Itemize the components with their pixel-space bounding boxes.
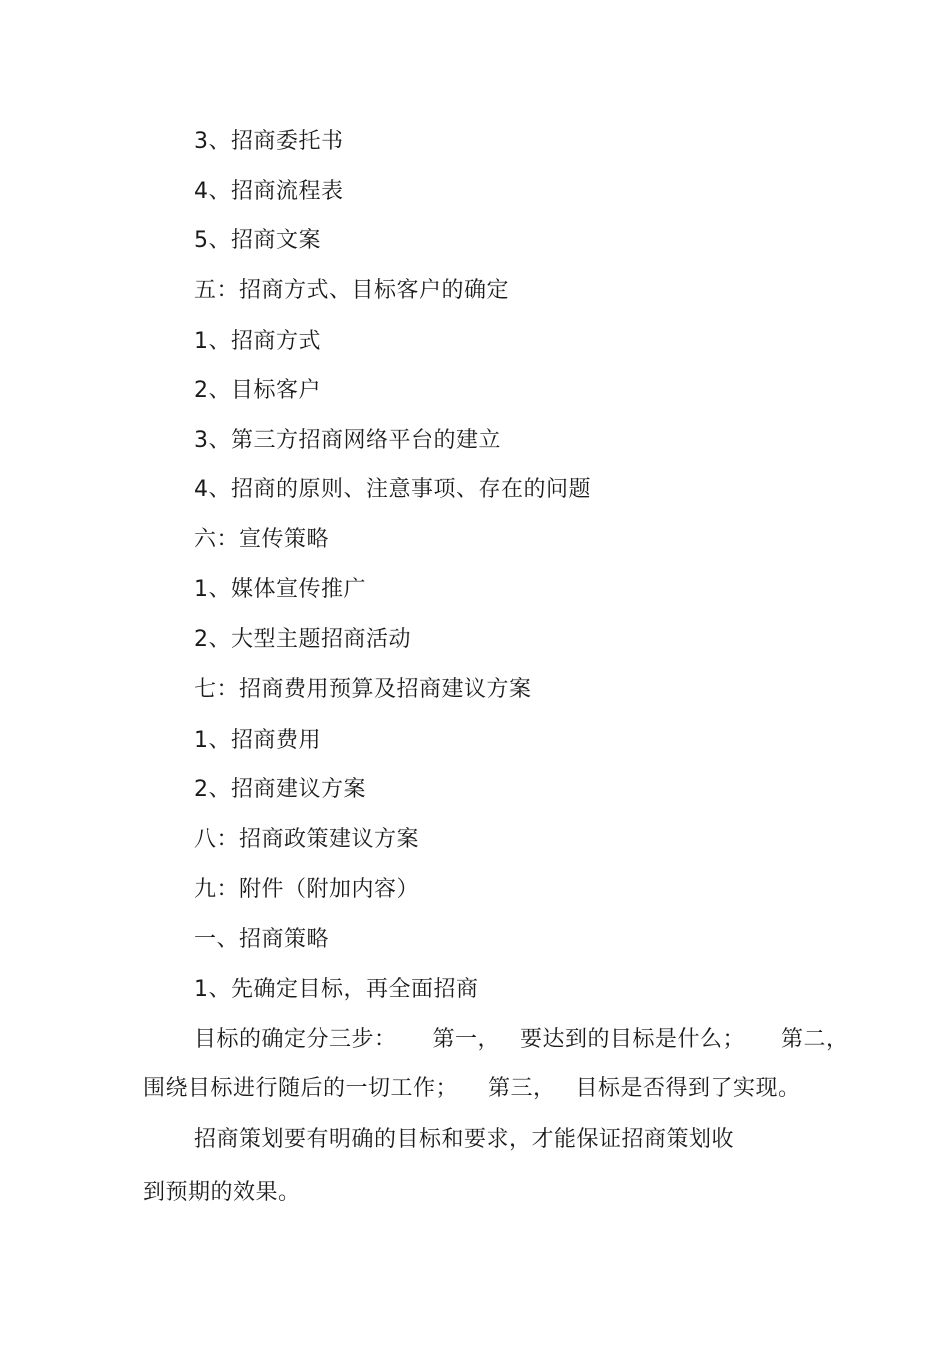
paragraph-2-line-2: 到预期的效果。 <box>143 1180 301 1205</box>
list-item-cost: 1、招商费用 <box>194 728 321 753</box>
list-item-third-party-platform: 3、第三方招商网络平台的建立 <box>194 428 501 453</box>
section-heading-strategy: 一、招商策略 <box>194 927 330 952</box>
list-item-theme-event: 2、大型主题招商活动 <box>194 627 411 652</box>
list-item-copywriting: 5、招商文案 <box>194 228 321 253</box>
list-item-entrustment-letter: 3、招商委托书 <box>194 129 344 154</box>
list-item-set-goal: 1、先确定目标，再全面招商 <box>194 977 479 1002</box>
paragraph-text: 围绕目标进行随后的一切工作； <box>143 1076 459 1101</box>
list-item-process-table: 4、招商流程表 <box>194 179 344 204</box>
list-item-principles: 4、招商的原则、注意事项、存在的问题 <box>194 477 591 502</box>
section-heading-8: 八：招商政策建议方案 <box>194 827 420 852</box>
paragraph-1-line-1 <box>194 1026 849 1054</box>
paragraph-text: 目标的确定分三步： <box>194 1027 397 1052</box>
list-item-media-promotion: 1、媒体宣传推广 <box>194 577 366 602</box>
paragraph-2-line-1: 招商策划要有明确的目标和要求，才能保证招商策划收 <box>194 1127 735 1152</box>
paragraph-text: 第二， <box>781 1027 849 1052</box>
list-item-method: 1、招商方式 <box>194 329 321 354</box>
paragraph-text: 第一， <box>432 1027 501 1052</box>
section-heading-7: 七：招商费用预算及招商建议方案 <box>194 677 532 702</box>
section-heading-6: 六：宣传策略 <box>194 527 330 552</box>
section-heading-5: 五：招商方式、目标客户的确定 <box>194 278 510 303</box>
paragraph-text: 目标是否得到了实现。 <box>575 1076 801 1101</box>
paragraph-1-line-2 <box>143 1075 801 1103</box>
section-heading-9: 九：附件（附加内容） <box>194 877 420 902</box>
paragraph-text: 要达到的目标是什么； <box>520 1027 746 1052</box>
paragraph-text: 第三， <box>488 1076 556 1101</box>
list-item-target-customer: 2、目标客户 <box>194 378 321 403</box>
list-item-proposal: 2、招商建议方案 <box>194 777 366 802</box>
